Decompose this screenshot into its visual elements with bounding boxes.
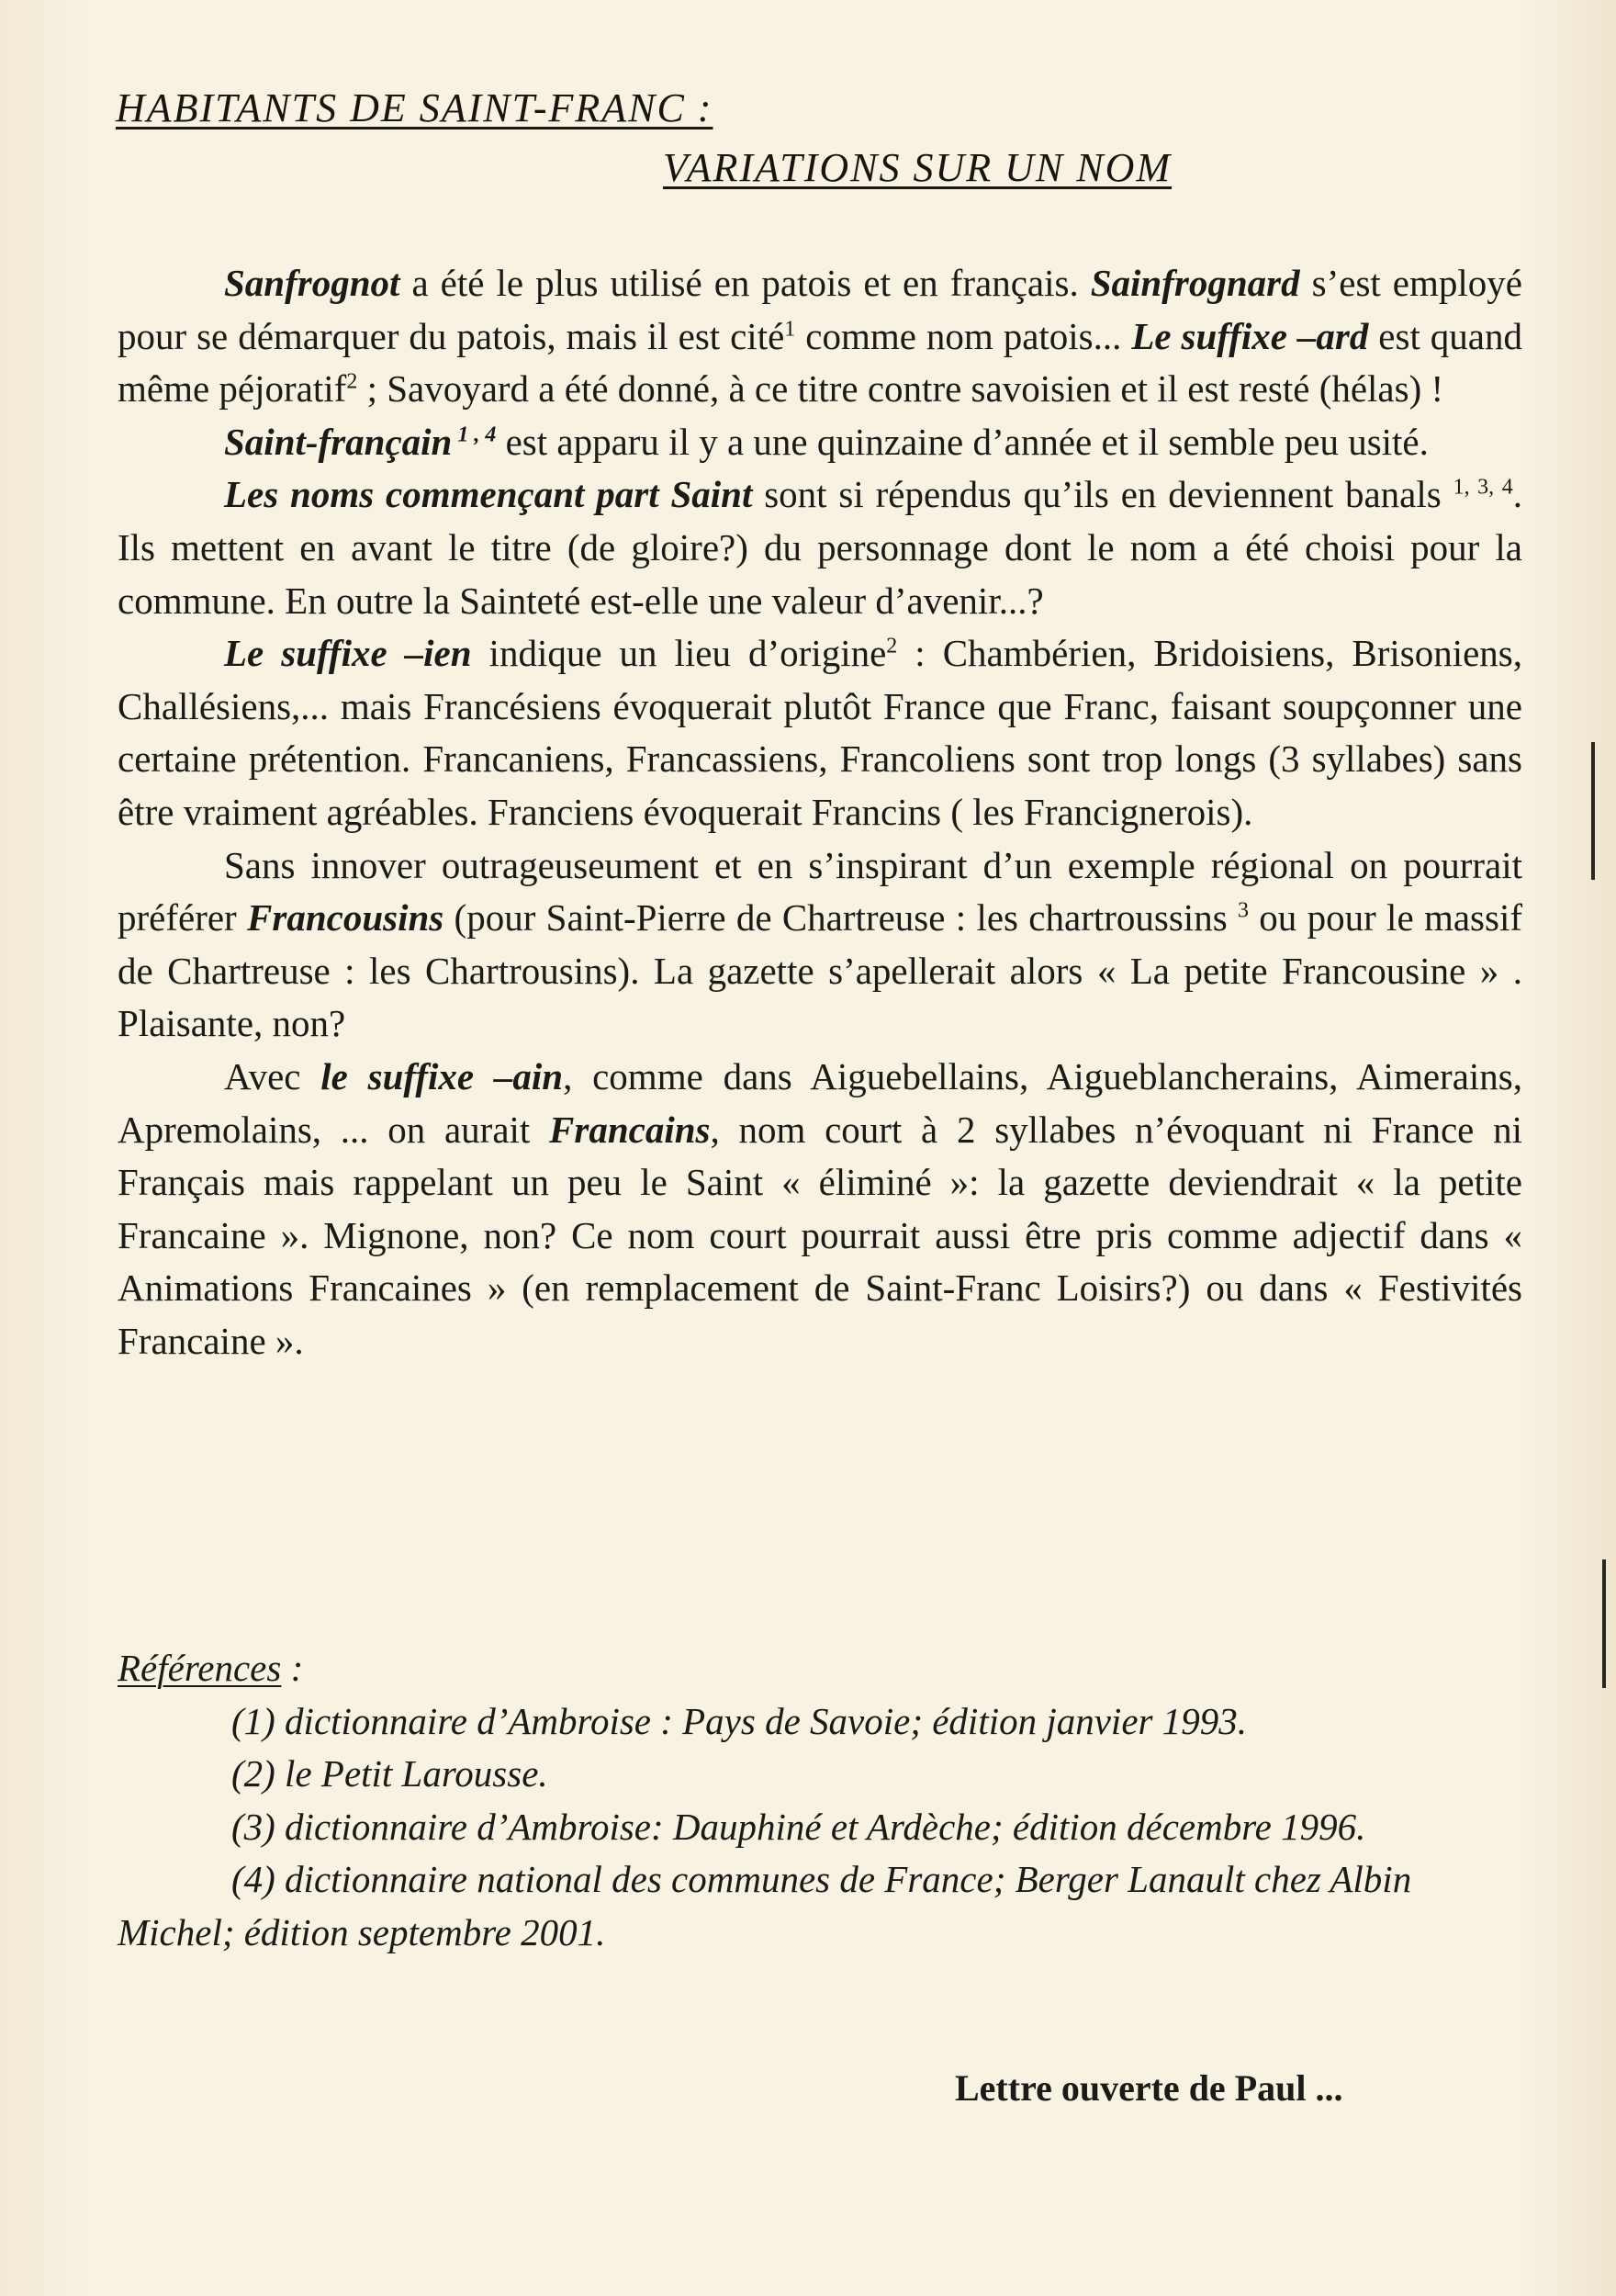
reference-item: (2) le Petit Larousse. (231, 1752, 548, 1795)
text: : (281, 1647, 304, 1689)
term-sanfrognot: Sanfrognot (224, 262, 400, 304)
reference-item: (1) dictionnaire d’Ambroise : Pays de Savoie; édition janvier 1993. (231, 1699, 1247, 1742)
binding-mark (1602, 1559, 1606, 1688)
title-line-2: VARIATIONS SUR UN NOM (663, 145, 1173, 190)
title-line-1: HABITANTS DE SAINT-FRANC : (116, 85, 713, 130)
text: (pour Saint-Pierre de Chartreuse : les chartroussins (443, 896, 1238, 940)
paragraph-2 (118, 416, 1522, 469)
references-heading-line (118, 1642, 1522, 1695)
text: Sans innover outrageuseument et en s’inspirant d’un exemple régional on pourrait préférer (118, 843, 1522, 940)
text: est apparu il y a une quinzaine d’année et il semble peu usité. (496, 420, 1429, 463)
paragraph-5 (118, 839, 1522, 1051)
term-francains: Francains (549, 1108, 711, 1151)
paragraph-1 (118, 257, 1522, 416)
footnote-ref: 2 (346, 369, 358, 394)
footnote-ref: 1 (784, 316, 796, 341)
text: s’est employé pour se démarquer du patois, mais il est cité (118, 262, 1522, 357)
article-body (118, 257, 1522, 1367)
term-suffix-ien: Le suffixe –ien (224, 632, 472, 675)
term-francousins: Francousins (247, 896, 444, 940)
text: ; Savoyard a été donné, à ce titre contre savoisien et il est resté (hélas) ! (357, 367, 1444, 411)
text: sont si répendus qu’ils en deviennent banals (752, 473, 1453, 516)
footnote-ref: 2 (886, 634, 898, 658)
text: Avec (224, 1054, 321, 1097)
signature: Lettre ouverte de Paul ... (955, 2067, 1343, 2109)
term-saint-names: Les noms commençant part Saint (224, 473, 753, 516)
references-section (118, 1642, 1522, 1960)
paragraph-4 (118, 627, 1522, 838)
paragraph-3 (118, 468, 1522, 627)
term-sainfrognard: Sainfrognard (1090, 262, 1300, 304)
reference-item: (3) dictionnaire d’Ambroise: Dauphiné et Ardèche; édition décembre 1996. (231, 1805, 1366, 1848)
text: , comme dans Aiguebellains, Aigueblancherains, Aimerains, Apremolains, ... on aurait (118, 1054, 1522, 1151)
term-suffix-ard: Le suffixe –ard (1131, 314, 1369, 357)
references-heading: Références (118, 1647, 282, 1689)
text: a été le plus utilisé en patois et en français. (399, 262, 1091, 304)
text: indique un lieu d’origine (471, 632, 887, 675)
text: : Chambérien, Bridoisiens, Brisoniens, Challésiens,... mais Francésiens évoquerait plutôt France que Franc, faisant soupçonner une certaine prétention. Francaniens, Francassiens, Francoliens sont trop longs (3 syllabes) sans être vraiment agréables. Franciens évoquerait Francins ( les Francignerois). (118, 632, 1522, 833)
footnote-ref: 1 , 4 (452, 422, 497, 447)
footnote-ref: 3 (1237, 898, 1249, 923)
text: , nom court à 2 syllabes n’évoquant ni France ni Français mais rappelant un peu le Saint « éliminé »: la gazette deviendrait « la petite Francaine ». Mignone, non? Ce nom court pourrait aussi être pris comme adjectif dans « Animations Francaines » (en remplacement de Saint-Franc Loisirs?) ou dans « Festivités Francaine ». (118, 1108, 1522, 1362)
term-saint-francain: Saint-françain (224, 420, 453, 463)
binding-mark (1591, 742, 1595, 880)
text: comme nom patois... (795, 314, 1132, 357)
text: ou pour le massif de Chartreuse : les Chartrousins). La gazette s’apellerait alors « La petite Francousine » . Plaisante, non? (118, 896, 1523, 1045)
footnote-ref: 1, 3, 4 (1453, 475, 1513, 500)
term-suffix-ain: le suffixe –ain (320, 1054, 564, 1097)
text: est quand même péjoratif (118, 314, 1522, 411)
text: . Ils mettent en avant le titre (de gloire?) du personnage dont le nom a été choisi pour la commune. En outre la Sainteté est-elle une valeur d’avenir...? (118, 473, 1523, 622)
reference-item: (4) dictionnaire national des communes de France; Berger Lanault chez Albin Michel; édition septembre 2001. (118, 1858, 1412, 1953)
paragraph-6 (118, 1051, 1522, 1368)
